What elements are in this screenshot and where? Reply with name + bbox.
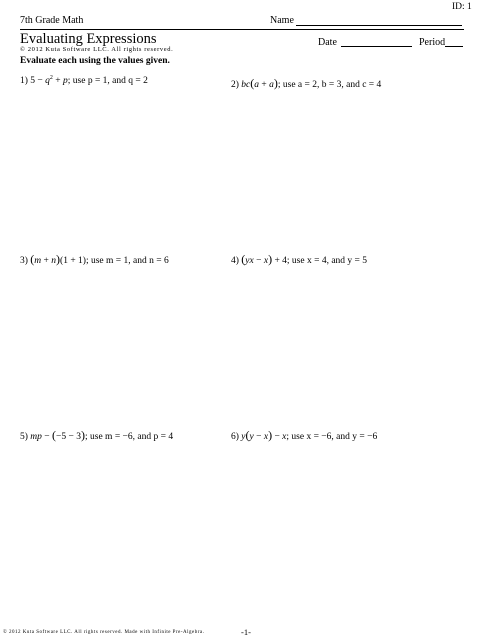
problem-expression: $5 - q^2 + p$	[30, 75, 68, 86]
period-line	[445, 46, 463, 47]
problem-values: ; use m = −6, and p = 4	[85, 432, 174, 442]
problem-number: 1)	[20, 76, 28, 86]
problem-values: ; use x = 4, and y = 5	[286, 256, 368, 266]
problem-expression: bc(a + a)	[241, 76, 278, 90]
problem-number: 6)	[231, 432, 239, 442]
problem-expression: y(y − x) − x	[241, 428, 287, 442]
problem-values: ; use a = 2, b = 3, and c = 4	[277, 80, 382, 90]
problem-2	[231, 76, 381, 91]
problem-values: ; use m = 1, and n = 6	[85, 256, 169, 266]
problem-number: 2)	[231, 80, 239, 90]
worksheet-id: ID: 1	[452, 2, 472, 12]
problem-expression: (m + n)(1 + 1)	[30, 252, 86, 266]
problem-expression: (yx − x) + 4	[241, 252, 287, 266]
problem-values: ; use x = −6, and y = −6	[286, 432, 378, 442]
problem-3	[20, 252, 169, 267]
problem-number: 5)	[20, 432, 28, 442]
copyright-notice: © 2012 Kuta Software LLC. All rights reserved.	[20, 46, 174, 53]
worksheet-title: Evaluating Expressions	[20, 31, 157, 47]
date-label: Date	[318, 37, 337, 48]
problem-number: 3)	[20, 256, 28, 266]
course-name: 7th Grade Math	[20, 15, 84, 26]
problem-1	[20, 76, 148, 86]
problem-6	[231, 428, 377, 443]
header-divider	[20, 29, 464, 30]
problem-number: 4)	[231, 256, 239, 266]
problem-values: ; use p = 1, and q = 2	[67, 76, 148, 86]
period-label: Period	[419, 37, 446, 48]
footer-copyright: © 2012 Kuta Software LLC. All rights reserved. Made with Infinite Pre-Algebra.	[3, 630, 205, 635]
problem-4	[231, 252, 367, 267]
problem-5	[20, 428, 173, 443]
problem-expression: mp − (−5 − 3)	[30, 428, 85, 442]
page-number: -1-	[241, 627, 251, 637]
date-line	[341, 46, 412, 47]
name-line	[296, 25, 462, 26]
instructions: Evaluate each using the values given.	[20, 56, 170, 66]
name-label: Name	[270, 15, 294, 26]
